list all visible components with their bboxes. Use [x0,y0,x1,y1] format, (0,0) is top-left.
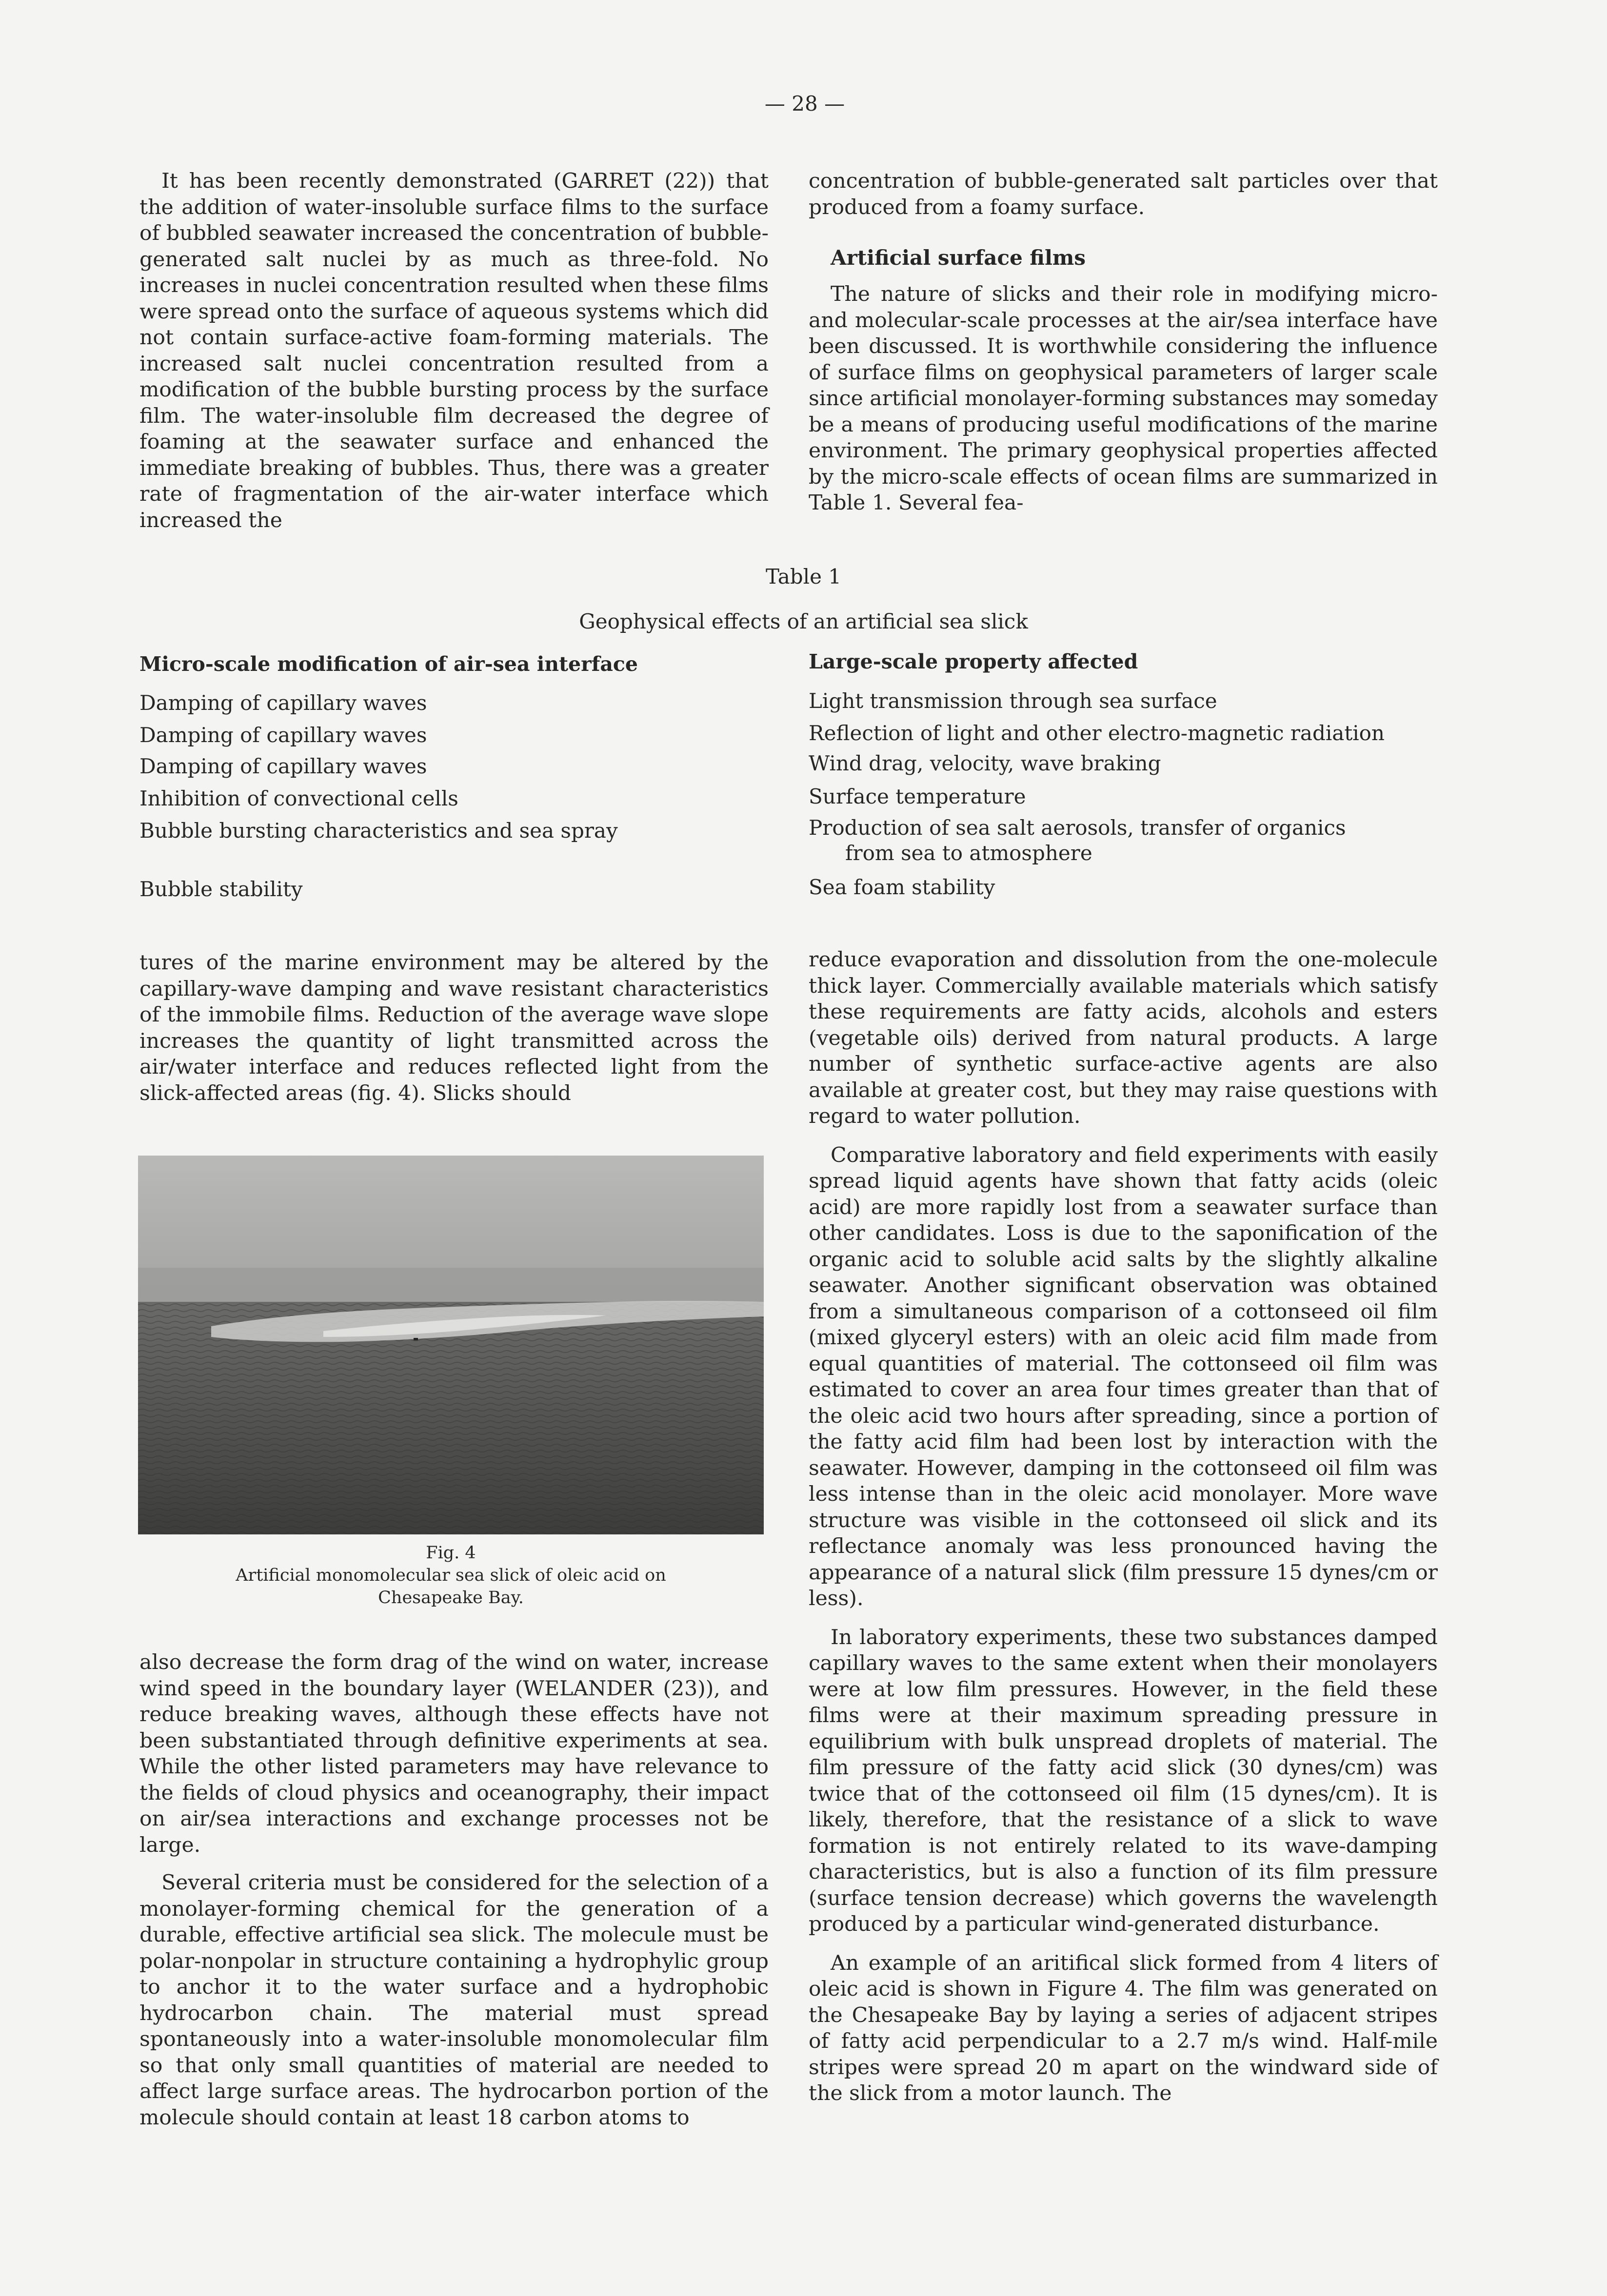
figure-photo [138,1156,764,1534]
left-column-bottom [139,1649,769,2131]
paragraph: In laboratory experiments, these two substances damped capillary waves to the same extent when their monolayers were at low film pressures. However, in the field these films were at their maximum spreading pressure in equilibrium with bulk unspread droplets of material. The film pressure of the fatty acid slick (30 dynes/cm) was twice that of the cottonseed oil film (15 dynes/cm). It is likely, therefore, that the resistance of a slick to wave formation is not entirely related to its wave-damping characteristics, but is also a function of its film pressure (surface tension decrease) which governs the wavelength produced by a particular wind-generated disturbance. [809,1625,1438,1936]
table-header-right: Large-scale property affected [809,650,1138,673]
paragraph: An example of an aritifical slick formed from 4 liters of oleic acid is shown in Figure 4. The film was generated on the Chesapeake Bay by laying a series of adjacent stripes of fatty acid perpendicular to a 2.7 m/s wind. Half-mile stripes were spread 20 m apart on the windward side of the slick from a motor launch. The [809,1951,1438,2105]
paragraph: reduce evaporation and dissolution from the one-molecule thick layer. Commercially available materials which satisfy these requirements are fatty acids, alcohols and esters (vegetable oils) derived from natural products. A large number of synthetic surface-active agents are also available at greater cost, but they may raise questions with regard to water pollution. [809,948,1438,1128]
left-column-middle [139,950,769,1106]
table-label: Table 1 [765,565,842,589]
page-number: — 28 — [764,92,845,116]
section-heading: Artificial surface films [831,246,1086,270]
table-cell-right: Wind drag, velocity, wave braking [809,751,1161,775]
table-cell-right: Light transmission through sea surface [809,689,1217,713]
paragraph: concentration of bubble-generated salt particles over that produced from a foamy surface. [809,169,1438,219]
left-column-top [139,168,769,533]
table-cell-right [809,815,1346,866]
table-caption: Geophysical effects of an artificial sea slick [579,609,1028,633]
table-cell-left: Damping of capillary waves [139,691,427,715]
paragraph: also decrease the form drag of the wind on water, increase wind speed in the boundary layer (WELANDER (23)), and reduce breaking waves, although these effects have not been substantiated through definitive experiments at sea. While the other listed parameters may have relevance to the fields of cloud physics and oceanography, their impact on air/sea interactions and exchange processes not be large. [139,1650,769,1857]
table-cell-continuation: from sea to atmosphere [845,841,1092,865]
paragraph: Comparative laboratory and field experiments with easily spread liquid agents have shown that fatty acids (oleic acid) are more rapidly lost from a seawater surface than other candidates. Loss is due to the saponification of the organic acid to soluble acid salts by the slightly alkaline seawater. Another significant observation was obtained from a simultaneous comparison of a cottonseed oil film (mixed glyceryl esters) with an oleic acid film made from equal quantities of material. The cottonseed oil film was estimated to cover an area four times greater than that of the oleic acid two hours after spreading, since a portion of the fatty acid film had been lost by interaction with the seawater. However, damping in the cottonseed oil film was less intense than in the oleic acid monolayer. More wave structure was visible in the cottonseed oil slick and its reflectance anomaly was less pronounced having the appearance of a natural slick (film pressure 15 dynes/cm or less). [809,1143,1438,1610]
paragraph: It has been recently demonstrated (GARRET (22)) that the addition of water-insoluble surface films to the surface of bubbled seawater increased the concentration of bubble-generated salt nuclei by as much as three-fold. No increases in nuclei concentration resulted when these films were spread onto the surface of aqueous systems which did not contain surface-active foam-forming materials. The increased salt nuclei concentration resulted from a modification of the bubble bursting process by the surface film. The water-insoluble film decreased the degree of foaming at the seawater surface and enhanced the immediate breaking of bubbles. Thus, there was a greater rate of fragmentation of the air-water interface which increased the [139,169,769,532]
paragraph: Several criteria must be considered for the selection of a monolayer-forming chemical for the generation of a durable, effective artificial sea slick. The molecule must be polar-nonpolar in structure containing a hydrophylic group to anchor it to the water surface and a hydrophobic hydrocarbon chain. The material must spread spontaneously into a water-insoluble monomolecular film so that only small quantities of material are needed to affect large surface areas. The hydrocarbon portion of the molecule should contain at least 18 carbon atoms to [139,1871,769,2130]
table-cell-left: Bubble stability [139,877,303,901]
table-cell-left: Damping of capillary waves [139,754,427,778]
table-cell-text: Production of sea salt aerosols, transfer of organics [809,816,1346,840]
paragraph: The nature of slicks and their role in modifying micro- and molecular-scale processes at the air/sea interface have been discussed. It is worthwhile considering the influence of surface films on geophysical parameters of larger scale since artificial monolayer-forming substances may someday be a means of producing useful modifications of the marine environment. The primary geophysical properties affected by the micro-scale effects of ocean films are summarized in Table 1. Several fea- [809,282,1438,515]
figure-caption-line1: Artificial monomolecular sea slick of oleic acid on [236,1566,666,1585]
table-cell-right: Reflection of light and other electro-magnetic radiation [809,721,1385,745]
table-cell-left: Bubble bursting characteristics and sea spray [139,819,618,843]
right-column-bottom [809,947,1438,2107]
right-column-top [809,168,1438,516]
paragraph: tures of the marine environment may be altered by the capillary-wave damping and wave resistant characteristics of the immobile films. Reduction of the average wave slope increases the quantity of light transmitted across the air/water interface and reduces reflected light from the slick-affected areas (fig. 4). Slicks should [139,951,769,1105]
table-cell-right: Surface temperature [809,785,1026,808]
table-cell-left: Inhibition of convectional cells [139,786,458,810]
table-cell-left: Damping of capillary waves [139,723,427,747]
figure-caption-line2: Chesapeake Bay. [378,1588,524,1608]
table-cell-right: Sea foam stability [809,875,995,899]
table-header-left: Micro-scale modification of air-sea interface [139,652,638,676]
figure-label: Fig. 4 [426,1543,476,1563]
